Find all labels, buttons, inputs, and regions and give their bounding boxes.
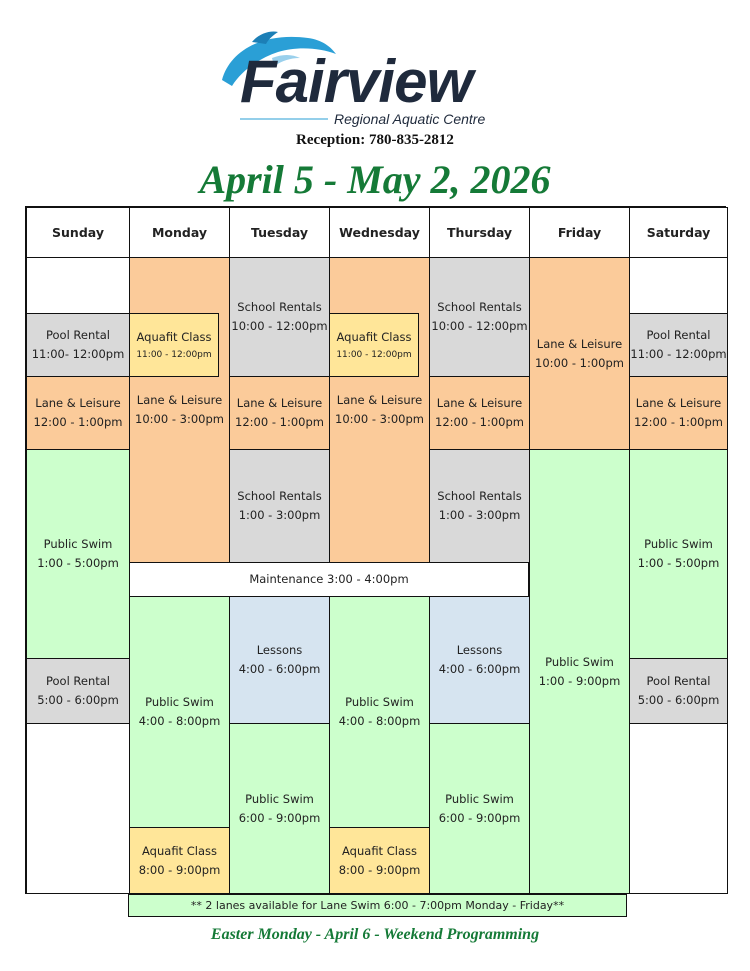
header-thursday: Thursday [429,207,530,258]
wednesday-aquafit-pm [329,827,430,894]
event-time: 10:00 - 12:00pm [431,319,528,333]
maintenance-band: Maintenance 3:00 - 4:00pm [129,562,529,597]
thursday-public-swim [429,723,530,894]
event-time: 12:00 - 1:00pm [435,415,524,429]
saturday-pool-rental-am [629,313,728,377]
header-saturday: Saturday [629,207,728,258]
saturday-public-swim [629,449,728,659]
tuesday-lane-leisure [229,376,330,450]
header-friday: Friday [529,207,630,258]
event-title: Public Swim [245,791,314,806]
event-title: Lane & Leisure [236,396,323,410]
event-title: Pool Rental [646,328,711,342]
event-title: Pool Rental [646,674,711,688]
event-time: 5:00 - 6:00pm [37,693,119,707]
thursday-lane-leisure [429,376,530,450]
event-time: 6:00 - 9:00pm [238,810,321,825]
event-title: Public Swim [345,695,414,709]
event-time: 6:00 - 9:00pm [438,810,521,825]
saturday-lane-leisure [629,376,728,450]
event-title: Lessons [256,643,303,657]
tuesday-public-swim [229,723,330,894]
event-title: Lessons [456,643,503,657]
event-title: School Rentals [237,300,322,314]
event-time: 4:00 - 6:00pm [238,662,321,676]
event-time: 11:00- 12:00pm [31,347,125,361]
header-monday: Monday [129,207,230,258]
monday-lane-leisure [129,257,230,563]
event-time: 10:00 - 1:00pm [535,355,624,370]
wednesday-lane-leisure [329,257,430,563]
sunday-empty-evening [26,723,130,894]
event-title: Lane & Leisure [336,393,423,407]
event-title: Pool Rental [45,328,111,342]
event-time: 8:00 - 9:00pm [338,862,421,877]
friday-public-swim [529,449,630,894]
header-wednesday: Wednesday [329,207,430,258]
event-time: 10:00 - 12:00pm [231,319,328,333]
event-title: Public Swim [445,791,514,806]
friday-lane-leisure [529,257,630,450]
event-title: Lane & Leisure [635,396,722,410]
tuesday-lessons [229,596,330,724]
event-title: Public Swim [644,537,713,551]
monday-aquafit-pm [129,827,230,894]
event-time: 4:00 - 6:00pm [438,662,521,676]
date-range-title: April 5 - May 2, 2026 [199,157,551,202]
event-time: 11:00 - 12:00pm [630,347,727,361]
thursday-school-rentals-am [429,257,530,377]
event-time: 1:00 - 5:00pm [637,556,720,570]
monday-public-swim [129,596,230,828]
event-title: Aquafit Class [336,329,412,344]
event-time: 11:00 - 12:00pm [336,349,412,360]
logo-name: Fairview [240,48,473,115]
wednesday-public-swim [329,596,430,828]
sunday-lane-leisure [26,376,130,450]
event-title: Lane & Leisure [436,396,523,410]
tuesday-school-rentals-am [229,257,330,377]
sunday-pool-rental-am [26,313,130,377]
event-title: Lane & Leisure [536,336,623,351]
fairview-logo [212,28,522,132]
event-title: School Rentals [437,300,522,314]
event-title: Lane & Leisure [35,396,121,410]
event-time: 1:00 - 3:00pm [238,508,321,522]
event-time: 1:00 - 3:00pm [438,508,521,522]
event-title: Public Swim [545,654,614,669]
reception-phone: Reception: 780-835-2812 [296,132,454,148]
saturday-empty-evening [629,723,728,894]
tuesday-school-rentals-pm [229,449,330,563]
event-title: Public Swim [145,695,214,709]
event-title: Aquafit Class [136,329,212,344]
event-time: 12:00 - 1:00pm [235,415,324,429]
event-time: 12:00 - 1:00pm [33,415,123,429]
thursday-school-rentals-pm [429,449,530,563]
sunday-empty-morning [26,257,130,314]
event-time: 11:00 - 12:00pm [136,349,212,360]
event-time: 1:00 - 9:00pm [538,673,621,688]
event-time: 4:00 - 8:00pm [338,714,421,728]
logo-subtitle: Regional Aquatic Centre [334,111,486,127]
thursday-lessons [429,596,530,724]
wednesday-aquafit-am [329,313,419,377]
event-time: 10:00 - 3:00pm [335,412,424,426]
event-title: Lane & Leisure [136,393,223,407]
event-time: 1:00 - 5:00pm [37,556,119,570]
easter-monday-note: Easter Monday - April 6 - Weekend Programming [210,926,540,943]
event-time: 4:00 - 8:00pm [138,714,221,728]
monday-aquafit-am [129,313,219,377]
event-time: 12:00 - 1:00pm [634,415,723,429]
sunday-pool-rental-pm [26,658,130,724]
event-time: 5:00 - 6:00pm [637,693,720,707]
event-time: 8:00 - 9:00pm [138,862,221,877]
event-title: Pool Rental [45,674,111,688]
event-title: Public Swim [43,537,113,551]
event-title: Aquafit Class [142,843,217,858]
schedule-grid [25,206,726,894]
header-sunday: Sunday [26,207,130,258]
header-tuesday: Tuesday [229,207,330,258]
sunday-public-swim [26,449,130,659]
event-time: 10:00 - 3:00pm [135,412,224,426]
saturday-empty-morning [629,257,728,314]
event-title: Aquafit Class [342,843,417,858]
saturday-pool-rental-pm [629,658,728,724]
event-title: School Rentals [237,489,322,503]
event-title: School Rentals [437,489,522,503]
lane-swim-footnote: ** 2 lanes available for Lane Swim 6:00 - 7:00pm Monday - Friday** [128,894,627,917]
